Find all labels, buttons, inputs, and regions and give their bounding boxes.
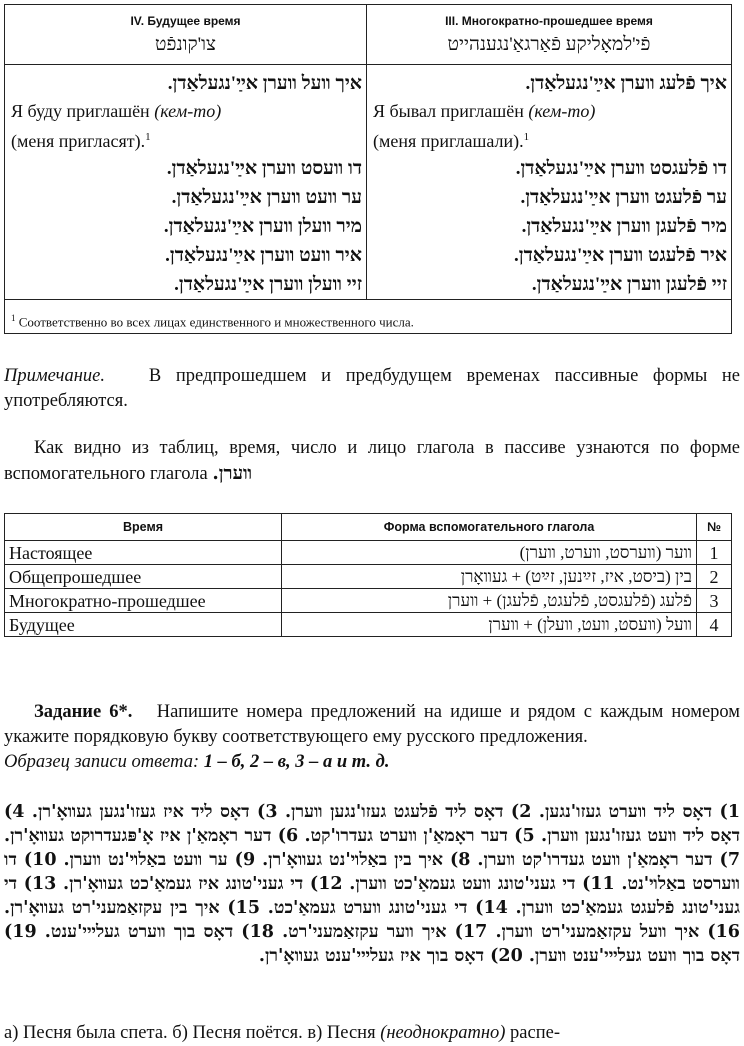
explanation-paragraph [4, 436, 740, 487]
future-row-6: זיי װעלן װערן אײַ'נגעלאַדן. [174, 274, 362, 295]
note-text: В предпрошедшем и предбудущем временах пассивные формы не употребляются. [4, 366, 740, 411]
row-number: 1 [697, 541, 732, 565]
row-time: Настоящее [5, 541, 282, 565]
iterative-row-3: ער פֿלעגט װערן אײַ'נגעלאַדן. [520, 187, 727, 208]
future-tense-body [5, 65, 366, 299]
iterative-past-body [367, 65, 731, 299]
row-form: װעל (װעסט, װעט, װעלן) + װערן [282, 613, 697, 637]
answers-text: а) Песня была спета. б) Песня поётся. в) Песня [4, 1023, 376, 1043]
future-tense-hebrew-title: צו'קונפֿט [155, 34, 216, 55]
iterative-russian-line-2: (меня приглашали).$^1$ [373, 131, 530, 151]
future-russian-line-1: Я буду приглашён (кем-то) [11, 101, 222, 121]
explanation-text: Как видно из таблиц, время, число и лицо глагола в пассиве узнаются по форме вспомогательного глагола [4, 438, 740, 484]
future-russian-line-2: (меня пригласят).$^1$ [11, 131, 151, 151]
row-number: 2 [697, 565, 732, 589]
iterative-past-column [367, 5, 731, 299]
table-row [5, 541, 732, 565]
row-number: 4 [697, 613, 732, 637]
auxiliary-verb-table [4, 513, 732, 637]
future-row-1: איך װעל װערן אײַ'נגעלאַדן. [167, 73, 362, 94]
sample-answer: 1 – б, 2 – в, 3 – а и т. д. [203, 752, 390, 772]
task-paragraph [4, 700, 740, 775]
aux-table-header-row [5, 514, 732, 541]
yiddish-sentences: 1) דאָס ליד װערט געזו'נגען. 2) דאָס ליד פֿלעגט געזו'נגען װערן. 3) דאָס ליד איז געזו'נגען געװאָ'רן. 4) דאָס ליד װעט געזו'נגען װערן. 5) דער ראָמאַ'ן װערט געדרו'קט. 6) דער ראָמאַ'ן איז אָ'פּגעדרוקט געװאָ'רן. 7) דער ראָמאַ'ן װעט געדרו'קט װערן. 8) איך בין באַלױ'נט געװאָ'רן. 9) ער װעט באַלױ'נט װערן. 10) דו װערסט באַלױ'נט. 11) די געני'טונג װעט געמאַ'כט װערן. 12) די געני'טונג איז געמאַ'כט געװאָ'רן. 13) די געני'טונג פֿלעגט געמאַ'כט װערן. 14) די געני'טונג װערט געמאַ'כט. 15) איך בין עקזאַמעני'רט געװאָ'רן. 16) איך װעל עקזאַמעני'רט װערן. 17) איך װער עקזאַמעני'רט. 18) דאָס בוך װערט געלײי'ענט. 19) דאָס בוך װעט געלײי'ענט װערן. 20) דאָס בוך איז געלײי'ענט געװאָ'רן. [4, 802, 741, 966]
iterative-row-2: דו פֿלעגסט װערן אײַ'נגעלאַדן. [515, 158, 727, 179]
future-tense-title: IV. Будущее время [130, 14, 241, 28]
header-number: № [697, 514, 732, 541]
iterative-past-hebrew-title: פֿי'למאָליקע פֿאַרגאַ'נגענהייט [447, 34, 651, 55]
row-form: בין (ביסט, איז, זײַנען, זײַט) + געװאָרן [282, 565, 697, 589]
row-time: Общепрошедшее [5, 565, 282, 589]
sample-label: Образец записи ответа: [4, 752, 200, 772]
row-time: Будущее [5, 613, 282, 637]
task-text: Напишите номера предложений на идише и рядом с каждым номером укажите порядковую букву соответствующего ему русского предложения. [4, 702, 741, 747]
conjugation-table [4, 4, 732, 334]
iterative-russian-line-1: Я бывал приглашён (кем-то) [373, 101, 596, 121]
table-row [5, 589, 732, 613]
iterative-row-1: איך פֿלעג װערן אײַ'נגעלאַדן. [525, 73, 727, 94]
iterative-past-title: III. Многократно-прошедшее время [445, 14, 653, 28]
header-form: Форма вспомогательного глагола [282, 514, 697, 541]
table-footnote: $^1$ Соответственно во всех лицах единственного и множественного числа. [5, 299, 731, 333]
russian-answers [4, 1021, 740, 1046]
iterative-row-6: זיי פֿלעגן װערן אײַ'נגעלאַדן. [531, 274, 727, 295]
future-row-3: ער װעט װערן אײַ'נגעלאַדן. [171, 187, 362, 208]
note-label: Примечание. [4, 366, 105, 386]
future-row-5: איר װעט װערן אײַ'נגעלאַדן. [165, 245, 362, 266]
header-time: Время [5, 514, 282, 541]
note-paragraph [4, 364, 740, 414]
row-form: פֿלעג (פֿלעגסט, פֿלעגט, פֿלעגן) + װערן [282, 589, 697, 613]
future-tense-column [5, 5, 367, 299]
table-row [5, 613, 732, 637]
answers-tail: распе- [510, 1023, 560, 1043]
row-number: 3 [697, 589, 732, 613]
future-tense-header [5, 5, 366, 65]
row-time: Многократно-прошедшее [5, 589, 282, 613]
future-row-4: מיר װעלן װערן אײַ'נגעלאַדן. [163, 216, 362, 237]
row-form: װער (װערסט, װערט, װערן) [282, 541, 697, 565]
table-row [5, 565, 732, 589]
iterative-past-header [367, 5, 731, 65]
iterative-row-5: איר פֿלעגט װערן אײַ'נגעלאַדן. [514, 245, 727, 266]
answers-italic: (неоднократно) [380, 1023, 506, 1043]
explanation-hebrew-word: װערן. [212, 463, 253, 484]
iterative-row-4: מיר פֿלעגן װערן אײַ'נגעלאַדן. [521, 216, 727, 237]
future-row-2: דו װעסט װערן אײַ'נגעלאַדן. [166, 158, 362, 179]
task-label: Задание 6*. [34, 702, 133, 722]
